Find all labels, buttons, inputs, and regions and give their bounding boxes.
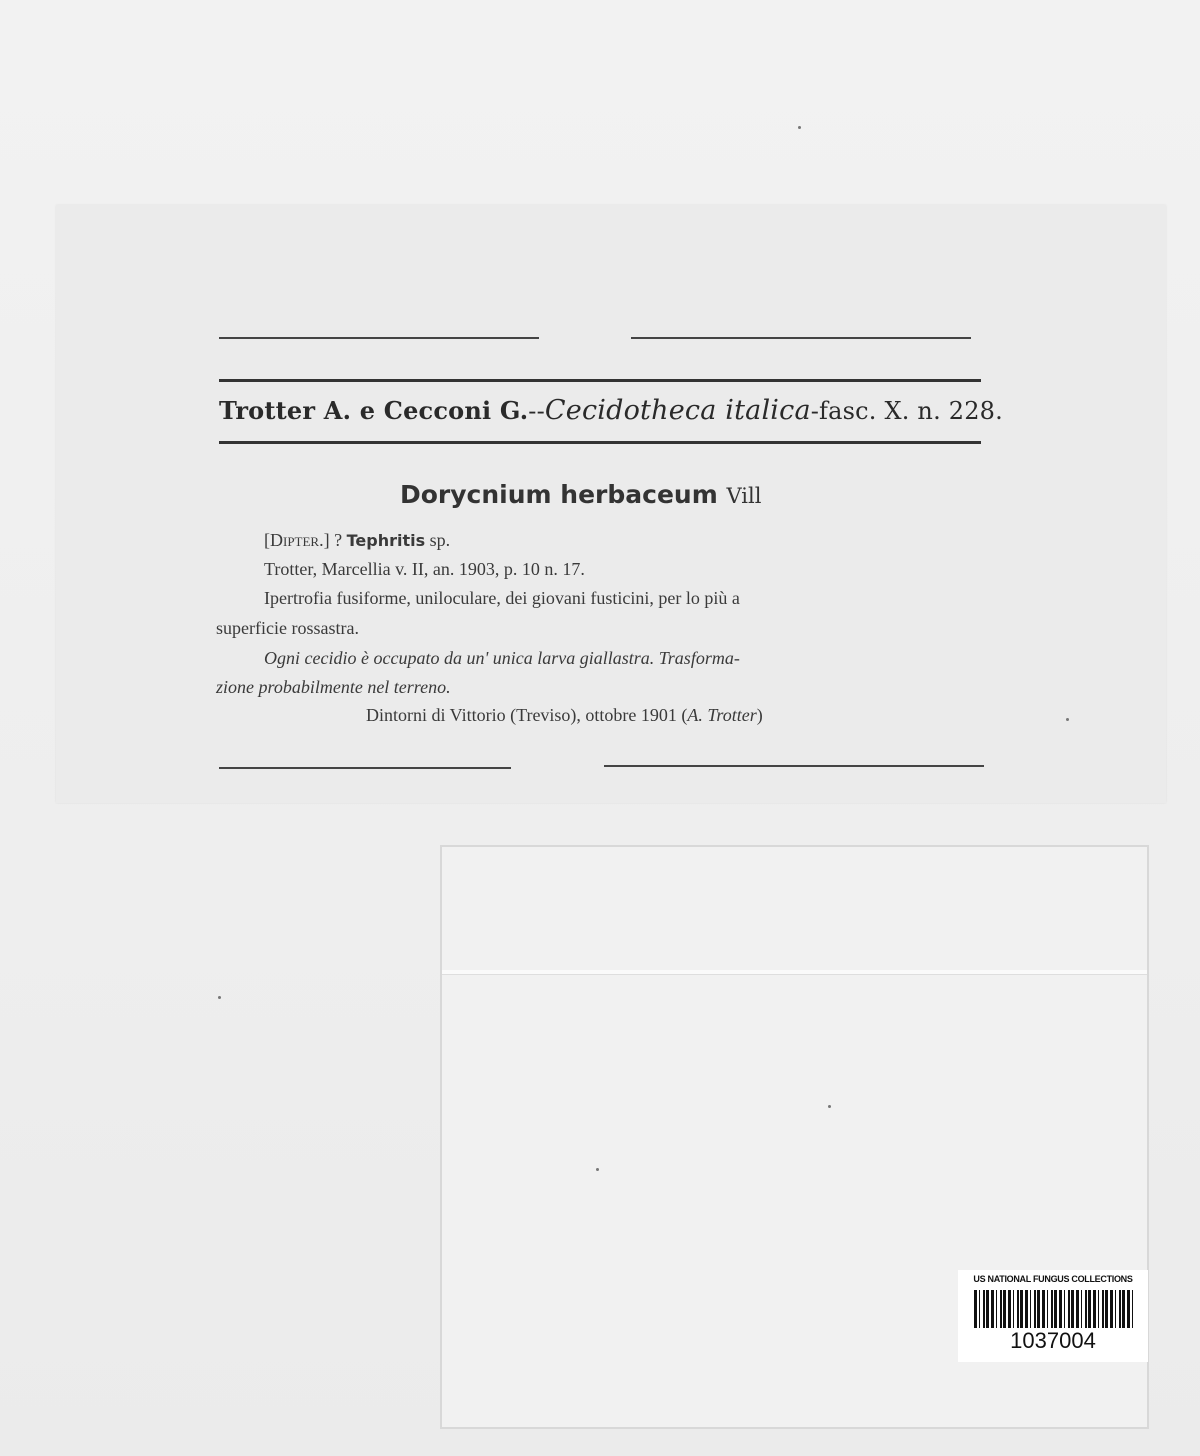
speck xyxy=(798,126,801,129)
barcode-number: 1037004 xyxy=(1010,1328,1096,1353)
collector: A. Trotter xyxy=(687,705,757,725)
speck xyxy=(828,1105,831,1108)
header-authors: Trotter A. e Cecconi G. xyxy=(219,396,529,425)
locality-close: ) xyxy=(756,705,763,725)
locality-text: Dintorni di Vittorio (Treviso), ottobre 1901 ( xyxy=(366,705,688,725)
barcode-bars xyxy=(974,1290,1136,1328)
header-rule-bottom xyxy=(219,441,981,444)
insect-query: ? xyxy=(334,530,343,550)
description-line-1: Ipertrofia fusiforme, uniloculare, dei giovani fusticini, per lo più a xyxy=(264,588,740,608)
header-series: Cecidotheca italica xyxy=(544,395,811,426)
speck xyxy=(1066,718,1069,721)
insect-sp: sp. xyxy=(429,530,451,550)
header-fascicle: -fasc. X. n. 228. xyxy=(810,397,1003,425)
top-rule-right xyxy=(631,337,971,339)
header-separator: -- xyxy=(528,397,545,425)
insect-order: [Dipter.] xyxy=(264,530,330,550)
species-authority: Vill xyxy=(726,484,762,508)
speck xyxy=(218,996,221,999)
bottom-rule-left xyxy=(219,767,511,769)
insect-line xyxy=(264,530,450,551)
note-line-2: zione probabilmente nel terreno. xyxy=(216,677,451,697)
species-name xyxy=(400,480,761,509)
locality-line xyxy=(366,705,763,726)
header-rule-top xyxy=(219,379,981,382)
barcode-title: US NATIONAL FUNGUS COLLECTIONS xyxy=(973,1274,1133,1284)
insect-genus: Tephritis xyxy=(346,531,426,550)
reference-line: Trotter, Marcellia v. II, an. 1903, p. 10 n. 17. xyxy=(264,559,585,579)
speck xyxy=(596,1168,599,1171)
barcode-label xyxy=(958,1270,1148,1362)
bottom-rule-right xyxy=(604,765,984,767)
description-line-2: superficie rossastra. xyxy=(216,618,359,638)
label-header xyxy=(219,395,1003,426)
envelope-flap xyxy=(442,970,1147,975)
top-rule-left xyxy=(219,337,539,339)
note-line-1: Ogni cecidio è occupato da un' unica larva giallastra. Trasforma- xyxy=(264,648,740,668)
specimen-label xyxy=(56,205,1166,803)
species-binomial: Dorycnium herbaceum xyxy=(400,480,718,509)
